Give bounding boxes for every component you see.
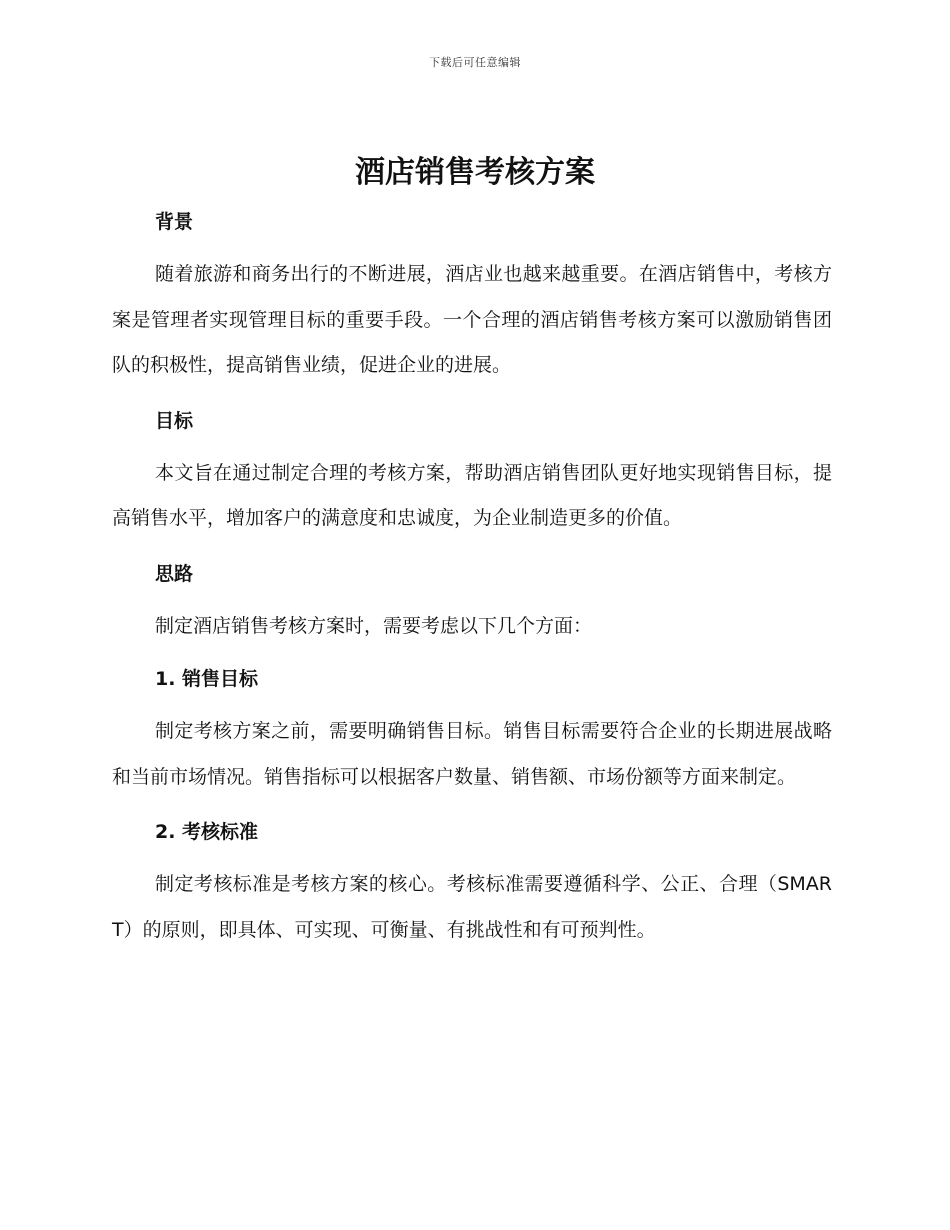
section-sales-target — [112, 659, 832, 800]
section-heading: 背景 — [155, 211, 194, 233]
section-background — [112, 202, 832, 389]
section-assessment-standard — [112, 812, 832, 953]
section-approach — [112, 554, 832, 650]
document-body — [112, 202, 832, 965]
section-goal — [112, 401, 832, 542]
section-heading: 1. 销售目标 — [155, 668, 259, 690]
section-paragraph: 随着旅游和商务出行的不断进展，酒店业也越来越重要。在酒店销售中，考核方案是管理者实现管理目标的重要手段。一个合理的酒店销售考核方案可以激励销售团队的积极性，提高销售业绩，促进企业的进展。 — [112, 263, 832, 376]
document-title: 酒店销售考核方案 — [355, 155, 595, 190]
section-paragraph: 制定考核标准是考核方案的核心。考核标准需要遵循科学、公正、合理（SMART）的原则，即具体、可实现、可衡量、有挑战性和有可预判性。 — [112, 873, 832, 941]
section-heading: 思路 — [155, 562, 194, 585]
section-paragraph: 制定酒店销售考核方案时，需要考虑以下几个方面： — [155, 614, 593, 637]
section-heading: 2. 考核标准 — [155, 821, 259, 843]
section-paragraph: 本文旨在通过制定合理的考核方案，帮助酒店销售团队更好地实现销售目标，提高销售水平，增加客户的满意度和忠诚度，为企业制造更多的价值。 — [112, 461, 832, 529]
section-heading: 目标 — [155, 409, 194, 432]
section-paragraph: 制定考核方案之前，需要明确销售目标。销售目标需要符合企业的长期进展战略和当前市场情况。销售指标可以根据客户数量、销售额、市场份额等方面来制定。 — [112, 720, 832, 788]
page-header-note: 下载后可任意编辑 — [429, 56, 521, 69]
